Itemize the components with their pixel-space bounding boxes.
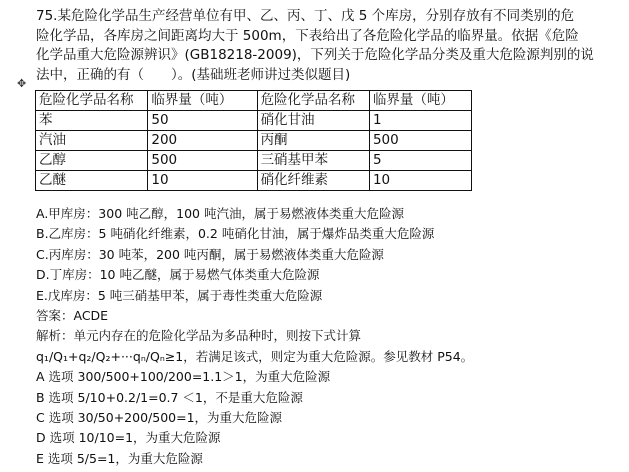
table-row: [36, 171, 472, 191]
table-row: [36, 111, 472, 131]
table-header-cell: 危险化学品名称: [36, 91, 148, 111]
table-cell: 三硝基甲苯: [257, 151, 369, 171]
option-b: B.乙库房：5 吨硝化纤维素，0.2 吨硝化甘油，属于爆炸品类重大危险源: [36, 226, 435, 242]
analysis-formula: q₁/Q₁+q₂/Q₂+···qₙ/Qₙ≥1，若满足该式，则定为重大危险源。参见教材 P54。: [36, 348, 474, 364]
table-cell: 乙醇: [36, 151, 148, 171]
option-d: D.丁库房：10 吨乙醚，属于易燃气体类重大危险源: [36, 267, 320, 283]
critical-quantity-table: [35, 90, 472, 191]
table-header-row: [36, 91, 472, 111]
table-row: [36, 151, 472, 171]
table-cell: 硝化纤维素: [257, 171, 369, 191]
table-row: [36, 131, 472, 151]
table-cell: 50: [148, 111, 257, 131]
answer-line: 答案：ACDE: [36, 307, 109, 323]
question-line-3: 化学品重大危险源辨识》(GB18218-2009)，下列关于危险化学品分类及重大危险源判别的说: [36, 47, 594, 63]
analysis-item-c: C 选项 30/50+200/500=1，为重大危险源: [36, 409, 283, 425]
table-cell: 200: [148, 131, 257, 151]
question-text: [36, 7, 620, 85]
analysis-item-a: A 选项 300/500+100/200=1.1＞1，为重大危险源: [36, 369, 331, 385]
option-e: E.戊库房：5 吨三硝基甲苯，属于毒性类重大危险源: [36, 287, 323, 303]
table-cell: 500: [148, 151, 257, 171]
analysis-intro: 解析：单元内存在的危险化学品为多品种时，则按下式计算: [36, 328, 362, 344]
table-cell: 汽油: [36, 131, 148, 151]
table-cell: 10: [148, 171, 257, 191]
table-cell: 1: [369, 111, 471, 131]
table-cell: 硝化甘油: [257, 111, 369, 131]
analysis-item-d: D 选项 10/10=1，为重大危险源: [36, 430, 221, 446]
move-anchor-icon[interactable]: ✥: [17, 77, 27, 90]
option-c: C.丙库房：30 吨苯，200 吨丙酮，属于易燃液体类重大危险源: [36, 246, 384, 262]
table-cell: 丙酮: [257, 131, 369, 151]
option-a: A.甲库房：300 吨乙醇，100 吨汽油，属于易燃液体类重大危险源: [36, 206, 404, 221]
table-cell: 苯: [36, 111, 148, 131]
options-and-analysis: [36, 204, 620, 469]
table-cell: 5: [369, 151, 471, 171]
analysis-item-e: E 选项 5/5=1，为重大危险源: [36, 450, 203, 466]
table-header-cell: 危险化学品名称: [257, 91, 369, 111]
table-header-cell: 临界量（吨）: [148, 91, 257, 111]
table-header-cell: 临界量（吨）: [369, 91, 471, 111]
analysis-item-b: B 选项 5/10+0.2/1=0.7 ＜1，不是重大危险源: [36, 389, 303, 405]
question-line-4: 法中，正确的有（ ）。(基础班老师讲过类似题目): [36, 66, 351, 83]
question-line-1: 75.某危险化学品生产经营单位有甲、乙、丙、丁、戊 5 个库房，分别存放有不同类别的危: [36, 8, 575, 24]
table-cell: 500: [369, 131, 471, 151]
table-cell: 乙醚: [36, 171, 148, 191]
question-line-2: 险化学品，各库房之间距离均大于 500m，下表给出了各危险化学品的临界量。依据《危险: [36, 27, 579, 44]
table-cell: 10: [369, 171, 471, 191]
